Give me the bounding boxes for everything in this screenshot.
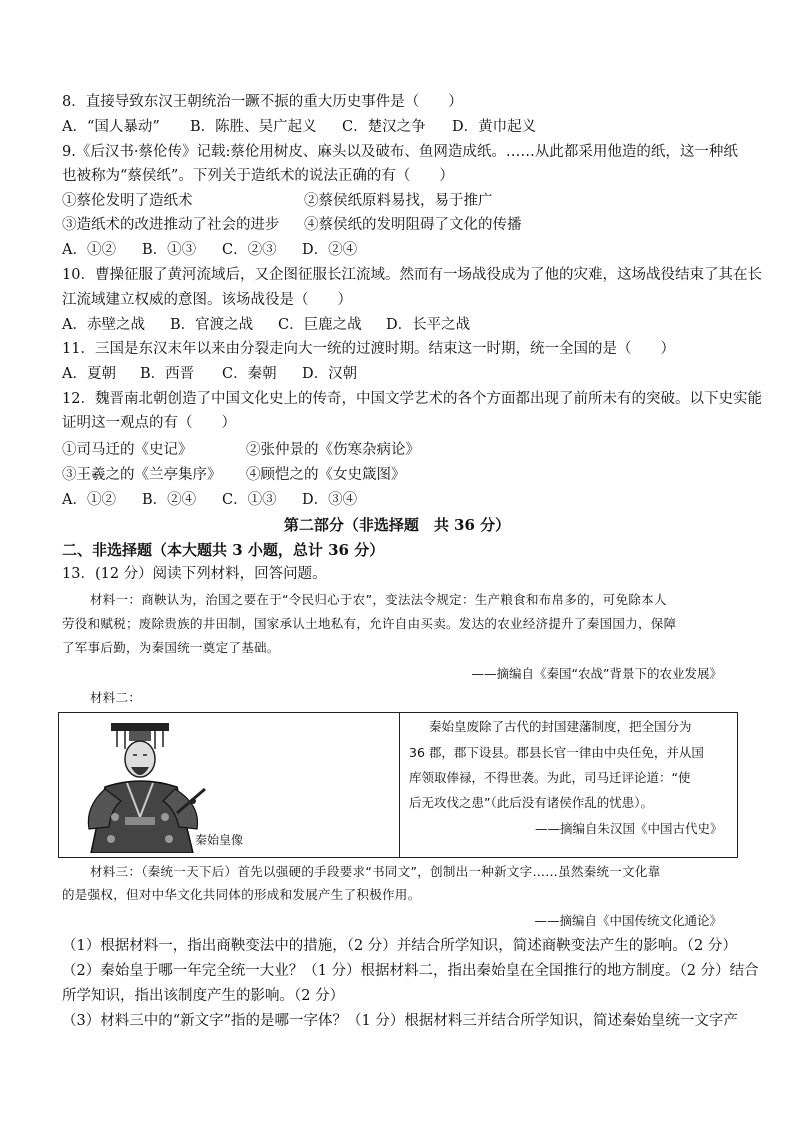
q12-item-3: ③王羲之的《兰亭集序》 bbox=[62, 467, 222, 483]
q11-option-b: B．西晋 bbox=[140, 366, 195, 382]
q9-item-1: ①蔡伦发明了造纸术 bbox=[62, 193, 193, 209]
q9-option-b: B．①③ bbox=[142, 242, 197, 258]
q11-option-c: C．秦朝 bbox=[222, 366, 277, 382]
material-2-text-line1: 秦始皇废除了古代的封国建藩制度，把全国分为 bbox=[429, 719, 692, 734]
material-1-line2: 劳役和赋税；废除贵族的井田制，国家承认土地私有，允许自由买卖。发达的农业经济提升了秦国国力，保障 bbox=[62, 616, 677, 631]
question-12-stem-line1: 12．魏晋南北朝创造了中国文化史上的传奇，中国文学艺术的各个方面都出现了前所未有的突破。以下史实能 bbox=[62, 391, 762, 407]
q12-option-d: D．③④ bbox=[302, 492, 358, 508]
q9-option-d: D．②④ bbox=[302, 242, 358, 258]
sub-question-2-line2: 所学知识，指出该制度产生的影响。（2 分） bbox=[62, 988, 345, 1004]
question-12-stem-line2: 证明这一观点的有（ ） bbox=[62, 415, 236, 431]
material-2-source: ——摘编自朱汉国《中国古代史》 bbox=[535, 821, 723, 836]
question-11-stem: 11．三国是东汉末年以来由分裂走向大一统的过渡时期。结束这一时期，统一全国的是（ ） bbox=[62, 341, 675, 357]
q9-item-4: ④蔡侯纸的发明阻碍了文化的传播 bbox=[304, 217, 522, 233]
material-2-table bbox=[58, 712, 738, 858]
q12-item-4: ④顾恺之的《女史箴图》 bbox=[246, 467, 406, 483]
q9-option-a: A．①② bbox=[62, 242, 116, 258]
q8-option-a: A．“国人暴动” bbox=[62, 119, 160, 135]
material-3-source: ——摘编自《中国传统文化通论》 bbox=[534, 913, 722, 928]
q10-option-c: C．巨鹿之战 bbox=[278, 317, 362, 333]
question-9-stem-line1: 9.《后汉书·蔡伦传》记载:蔡伦用树皮、麻头以及破布、鱼网造成纸。……从此都采用他造的纸，这一种纸 bbox=[62, 144, 738, 160]
table-divider bbox=[399, 713, 400, 857]
section-two-title: 二、非选择题（本大题共 3 小题，总计 36 分） bbox=[62, 541, 385, 559]
part-two-title: 第二部分（非选择题 共 36 分） bbox=[283, 516, 511, 534]
material-3-line2: 的是强权，但对中华文化共同体的形成和发展产生了积极作用。 bbox=[62, 887, 421, 902]
question-9-stem-line2: 也被称为“蔡侯纸”。下列关于造纸术的说法正确的有（ ） bbox=[62, 168, 454, 184]
q8-option-d: D．黄巾起义 bbox=[452, 119, 537, 135]
q12-option-c: C．①③ bbox=[222, 492, 277, 508]
material-1-line1: 材料一：商鞅认为，治国之要在于“令民归心于农”，变法法令规定：生产粮食和布帛多的，可免除本人 bbox=[90, 592, 667, 607]
q9-option-c: C．②③ bbox=[222, 242, 277, 258]
q12-item-2: ②张仲景的《伤寒杂病论》 bbox=[246, 442, 420, 458]
q9-item-2: ②蔡侯纸原料易找，易于推广 bbox=[304, 193, 493, 209]
q11-option-a: A．夏朝 bbox=[62, 366, 116, 382]
question-10-stem-line1: 10．曹操征服了黄河流域后，又企图征服长江流域。然而有一场战役成为了他的灾难，这场战役结束了其在长 bbox=[62, 267, 762, 283]
material-2-text-line2: 36 郡，郡下设县。郡县长官一律由中央任免，并从国 bbox=[409, 745, 704, 760]
portrait-caption: 秦始皇像 bbox=[195, 833, 244, 847]
q10-option-d: D．长平之战 bbox=[386, 317, 471, 333]
q12-item-1: ①司马迁的《史记》 bbox=[62, 442, 193, 458]
material-1-source: ——摘编自《秦国“农战”背景下的农业发展》 bbox=[471, 666, 722, 681]
q10-option-a: A．赤壁之战 bbox=[62, 317, 145, 333]
q12-option-a: A．①② bbox=[62, 492, 116, 508]
q9-item-3: ③造纸术的改进推动了社会的进步 bbox=[62, 217, 280, 233]
q11-option-d: D．汉朝 bbox=[302, 366, 358, 382]
material-2-text-line3: 库领取俸禄，不得世袭。为此，司马迁评论道：“使 bbox=[409, 770, 691, 785]
material-2-text-line4: 后无攻伐之患”（此后没有诸侯作乱的忧患）。 bbox=[409, 795, 653, 810]
q10-option-b: B．官渡之战 bbox=[170, 317, 254, 333]
q8-option-c: C．楚汉之争 bbox=[342, 119, 426, 135]
sub-question-2-line1: （2）秦始皇于哪一年完全统一大业？（1 分）根据材料二，指出秦始皇在全国推行的地方制度。（2 分）结合 bbox=[62, 963, 759, 979]
sub-question-3: （3）材料三中的“新文字”指的是哪一字体？（1 分）根据材料三并结合所学知识，简述秦始皇统一文字产 bbox=[62, 1013, 738, 1029]
q8-option-b: B．陈胜、吴广起义 bbox=[190, 119, 317, 135]
question-10-stem-line2: 江流域建立权威的意图。该场战役是（ ） bbox=[62, 292, 352, 308]
question-8-stem: 8．直接导致东汉王朝统治一蹶不振的重大历史事件是（ ） bbox=[62, 94, 463, 110]
question-13-stem: 13．(12 分）阅读下列材料，回答问题。 bbox=[62, 566, 327, 582]
material-3-line1: 材料三：（秦统一天下后）首先以强硬的手段要求“书同文”，创制出一种新文字……虽然秦统一文化靠 bbox=[90, 864, 661, 879]
material-1-line3: 了军事后勤，为秦国统一奠定了基础。 bbox=[62, 640, 280, 655]
sub-question-1: （1）根据材料一，指出商鞅变法中的措施，（2 分）并结合所学知识，简述商鞅变法产生的影响。（2 分） bbox=[62, 938, 737, 954]
q12-option-b: B．②④ bbox=[142, 492, 197, 508]
material-2-label: 材料二： bbox=[90, 690, 142, 705]
